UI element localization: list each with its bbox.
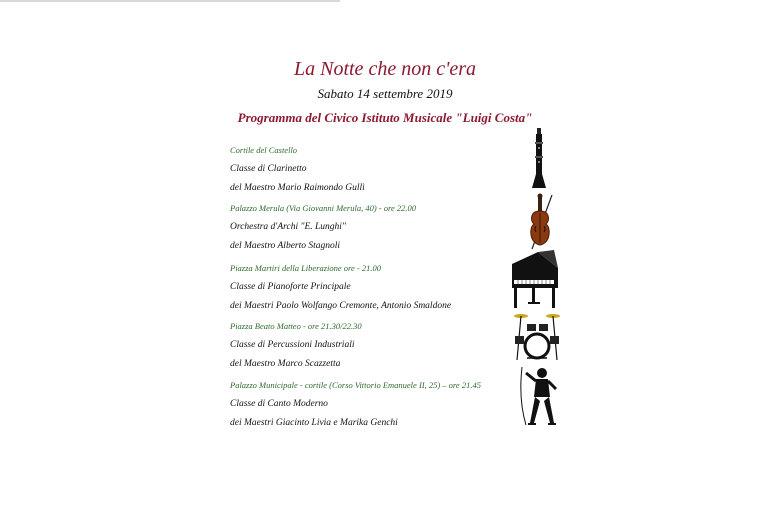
violin-icon [522, 193, 558, 251]
event-date: Sabato 14 settembre 2019 [317, 86, 453, 101]
event-class: Classe di Canto Moderno [230, 399, 328, 409]
event-teacher: del Maestro Marco Scazzetta [230, 359, 341, 369]
grand-piano-icon [508, 250, 562, 310]
event-venue: Palazzo Municipale - cortile (Corso Vittorio Emanuele II, 25) – ore 21.45 [230, 380, 481, 390]
event-teacher: dei Maestri Paolo Wolfango Cremonte, Antonio Smaldone [230, 301, 452, 311]
event-block [230, 263, 520, 312]
event-venue: Cortile del Castello [230, 145, 298, 155]
event-venue: Piazza Martiri della Liberazione ore - 21.00 [230, 263, 382, 273]
event-block [230, 203, 520, 252]
event-class: Classe di Pianoforte Principale [230, 282, 351, 292]
singer-icon [518, 365, 562, 427]
event-block [230, 145, 520, 194]
clarinet-icon [528, 128, 550, 190]
event-venue: Piazza Beato Matteo - ore 21.30/22.30 [230, 321, 362, 331]
event-teacher: dei Maestri Giacinto Livia e Marika Genchi [230, 418, 398, 428]
event-venue: Palazzo Merula (Via Giovanni Merula, 40) - ore 22.00 [230, 203, 417, 213]
event-class: Orchestra d'Archi "E. Lunghi" [230, 222, 346, 232]
drum-kit-icon [513, 310, 561, 362]
event-teacher: del Maestro Mario Raimondo Gullì [230, 183, 365, 193]
event-block [230, 380, 520, 429]
event-block [230, 321, 520, 370]
event-teacher: del Maestro Alberto Stagnoli [230, 241, 341, 251]
page-title: La Notte che non c'era [293, 58, 477, 80]
top-divider [0, 0, 340, 2]
event-class: Classe di Clarinetto [230, 164, 307, 174]
event-class: Classe di Percussioni Industriali [230, 340, 355, 350]
program-heading: Programma del Civico Istituto Musicale "Luigi Costa" [237, 110, 533, 125]
